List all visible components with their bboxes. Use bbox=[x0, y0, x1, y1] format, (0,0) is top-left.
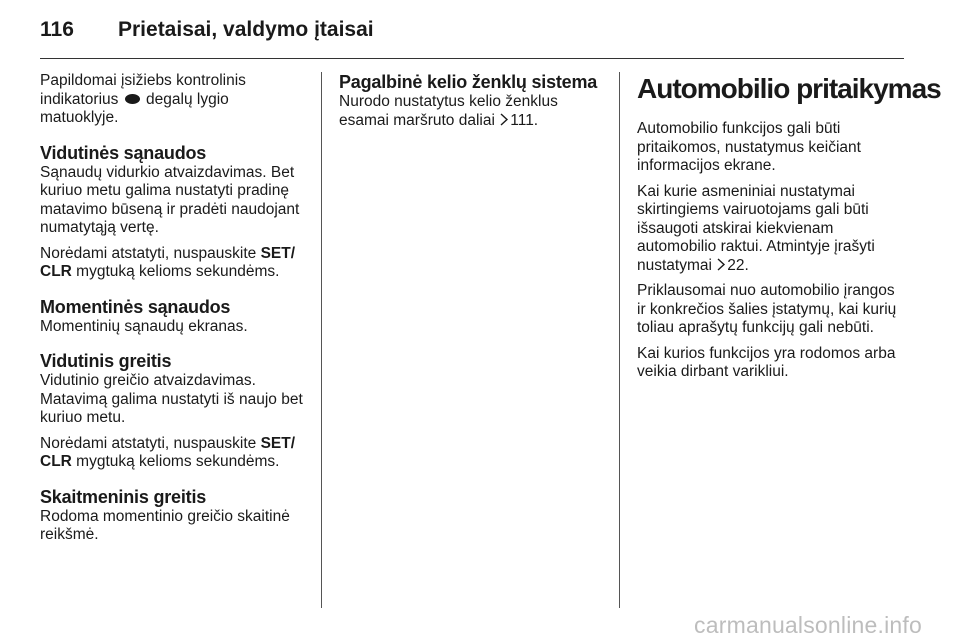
heading-vehicle-personalization: Automobilio pritaikymas bbox=[637, 73, 941, 104]
column-divider-1 bbox=[321, 72, 322, 608]
average-speed-reset bbox=[40, 435, 308, 472]
set-clr-button-label: SET/ CLR bbox=[40, 244, 296, 280]
column-middle bbox=[339, 72, 607, 137]
heading-average-consumption: Vidutinės sąnaudos bbox=[40, 142, 207, 163]
intro-text-a: Papildomai įsižiebs kontrolinis indikatorius bbox=[40, 72, 246, 108]
digital-speed-text: Rodoma momentinio greičio skaitinė reikšmė. bbox=[40, 507, 290, 543]
reset-text-end: mygtuką kelioms sekundėms. bbox=[76, 453, 280, 470]
page-number: 116 bbox=[40, 18, 74, 41]
reset-text: Norėdami atstatyti, nuspauskite bbox=[40, 434, 257, 452]
traffic-sign-text bbox=[339, 93, 607, 130]
personalization-p3: Priklausomai nuo automobilio įrangos ir konkrečios šalies įstatymų, kai kurių toliau aprašytų funkcijų gali nebūti. bbox=[637, 282, 897, 336]
intro-paragraph bbox=[40, 72, 308, 128]
column-right bbox=[637, 72, 941, 389]
page-reference-link[interactable]: 111. bbox=[510, 111, 539, 129]
heading-traffic-sign-assistant: Pagalbinė kelio ženklų sistema bbox=[339, 72, 598, 92]
heading-digital-speed: Skaitmeninis greitis bbox=[40, 486, 207, 507]
column-left bbox=[40, 72, 308, 552]
heading-average-speed: Vidutinis greitis bbox=[40, 351, 172, 371]
personalization-p1: Automobilio funkcijos gali būti pritaikomos, nustatymus keičiant informacijos ekrane. bbox=[637, 120, 861, 174]
personalization-p2 bbox=[637, 183, 905, 276]
page-title: Prietaisai, valdymo įtaisai bbox=[118, 18, 374, 41]
average-consumption-text: Sąnaudų vidurkio atvaizdavimas. Bet kuriuo metu galima nustatyti pradinę matavimo būseną ir pradėti naudojant numatytąją vertę. bbox=[40, 163, 300, 236]
reset-text: Norėdami atstatyti, nuspauskite bbox=[40, 244, 257, 262]
fuel-indicator-dot-icon bbox=[125, 94, 140, 104]
personalization-p4: Kai kurios funkcijos yra rodomos arba veikia dirbant varikliui. bbox=[637, 344, 896, 380]
intro-text-b: degalų lygio matuoklyje. bbox=[40, 90, 229, 126]
average-speed-text: Vidutinio greičio atvaizdavimas. Matavimą galima nustatyti iš naujo bet kuriuo metu. bbox=[40, 372, 303, 426]
instant-consumption-text: Momentinių sąnaudų ekranas. bbox=[40, 317, 248, 335]
personalization-p2-text: Kai kurie asmeniniai nustatymai skirtingiems vairuotojams gali būti išsaugoti atskirai kiekvienam automobilio raktui. Atmintyje įrašyti nustatymai bbox=[637, 182, 875, 274]
arrow-reference-icon[interactable] bbox=[499, 113, 509, 126]
header-rule bbox=[40, 58, 904, 59]
page-reference-link[interactable]: 22. bbox=[727, 256, 749, 274]
average-consumption-reset bbox=[40, 245, 308, 282]
arrow-reference-icon[interactable] bbox=[716, 258, 726, 271]
column-divider-2 bbox=[619, 72, 620, 608]
reset-text-end: mygtuką kelioms sekundėms. bbox=[76, 263, 280, 280]
watermark: carmanualsonline.info bbox=[694, 612, 922, 638]
heading-instant-consumption: Momentinės sąnaudos bbox=[40, 296, 231, 317]
traffic-sign-description: Nurodo nustatytus kelio ženklus esamai maršruto daliai bbox=[339, 93, 558, 129]
set-clr-button-label: SET/ CLR bbox=[40, 434, 296, 470]
